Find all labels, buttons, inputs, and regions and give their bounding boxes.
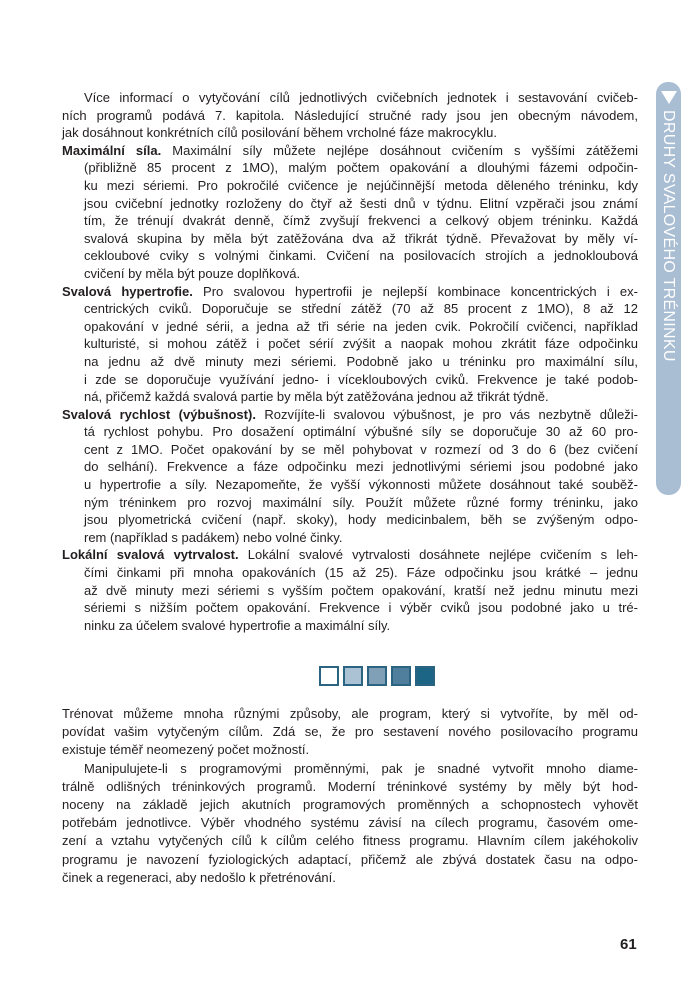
text-line: cvičení by měla být pouze doplňková. xyxy=(84,265,301,281)
term-text: Rozvíjíte-li svalovou výbušnost, je pro vás nezbytně důleži- xyxy=(255,406,638,422)
text-line: svalová skupina by měla být zatěžována dva až třikrát týdně. Převažovat by měly ví- xyxy=(84,230,638,246)
text-line: tá rychlost pohybu. Pro dosažení optimální výbušné síly se doporučuje 30 až 60 pro- xyxy=(84,424,638,440)
paragraph xyxy=(62,760,638,887)
text-line: jak dosáhnout konkrétních cílů posilování během vrcholné fáze makrocyklu. xyxy=(62,125,498,141)
text-line: cekloubové cviky s volnými činkami. Cvičení na posilovacích strojích a jednokloubová xyxy=(84,248,638,264)
text-line: kulturisté, si mohou zátěž i počet sérií zvýšit a naopak mohou zkrátit fáze odpočinku xyxy=(84,336,638,352)
definition-paragraph xyxy=(62,142,638,283)
definition-paragraph xyxy=(62,406,638,547)
paragraph xyxy=(62,705,638,760)
text-line: u hypertrofie a síly. Nezapomeňte, že vyšší výkonnosti můžete dosáhnout také souběž- xyxy=(84,477,638,493)
text-line: cent z 1MO. Počet opakování by se měl pohybovat v rozmezí od 3 do 6 (bez cvičení xyxy=(84,441,638,457)
text-line: potřebám jednotlivce. Výběr vhodného systému závisí na cílech programu, časovém ome- xyxy=(62,815,638,831)
divider-square xyxy=(391,666,411,686)
text-line: centrických cviků. Doporučuje se střední zátěž (70 až 85 procent z 1MO), 8 až 12 xyxy=(84,301,638,317)
term-heading: Maximální síla. xyxy=(62,142,162,158)
text-line: trálně odlišných tréninkových programů. Moderní tréninkové systémy by měly být hod- xyxy=(62,778,638,794)
text-line: až dvě minuty mezi sériemi s vyšším počtem opakování, kratší než jednu minutu mezi xyxy=(84,582,638,598)
term-heading: Svalová rychlost (výbušnost). xyxy=(62,406,256,422)
definition-paragraph xyxy=(62,283,638,406)
text-line: ná, přičemž každá svalová partie by měla být zatěžována jednou až třikrát týdně. xyxy=(84,389,549,405)
text-line: ným tréninkem pro rozvoj maximální síly. Použít můžete různé formy tréninku, jako xyxy=(84,494,638,510)
text-line: povídat vašim vytyčeným cílům. Zdá se, že pro sestavení nového posilovacího programu xyxy=(62,724,638,740)
definition-paragraph xyxy=(62,546,638,634)
text-line: čími činkami při mnoha opakováních (15 až 25). Fáze odpočinku jsou krátké – jednu xyxy=(84,565,638,581)
text-line: tím, že trénují dvakrát denně, čímž zvyšují frekvenci a celkový objem tréninku. Každá xyxy=(84,213,638,229)
text-line xyxy=(62,283,638,301)
text-line: na jednu až dvě minuty mezi sériemi. Podobně jako u tréninku pro maximální sílu, xyxy=(84,353,638,369)
text-line: Manipulujete-li s programovými proměnnými, pak je snadné vytvořit mnoho diame- xyxy=(84,760,638,776)
text-line: noceny na základě jejich akutních programových proměnných a schopnostech vyhovět xyxy=(62,797,638,813)
text-line: ku mezi sériemi. Pro pokročilé cvičence je nejúčinnější metoda děleného tréninku, kdy xyxy=(84,177,638,193)
text-line: (přibližně 85 procent z 1MO), malým počtem opakování a dlouhými fázemi odpočin- xyxy=(84,160,638,176)
text-line xyxy=(62,546,638,564)
text-line: existuje téměř neomezený počet možností. xyxy=(62,742,310,758)
text-line: jsou plyometrická cvičení (např. skoky), hody medicinbalem, běh se zvýšeným odpo- xyxy=(84,512,638,528)
paragraph xyxy=(62,89,638,142)
term-text: Pro svalovou hypertrofii je nejlepší kombinace koncentrických i ex- xyxy=(192,283,638,299)
divider-square xyxy=(415,666,435,686)
text-line: činek a regeneraci, aby nedošlo k přetrénování. xyxy=(62,869,336,885)
text-line: ních programů podává 7. kapitola. Následující stručné rady jsou jen obecným návodem, xyxy=(62,107,638,123)
text-line: programu je navození fyziologických adaptací, přičemž ale zbývá dostatek času na odpo- xyxy=(62,851,638,867)
chapter-tab-label: DRUHY SVALOVÉHO TRÉNINKU xyxy=(660,110,677,362)
text-line: sériemi s nižším počtem opakování. Frekvence i výběr cviků jsou podobné jako u tré- xyxy=(84,600,638,616)
text-line xyxy=(62,406,638,424)
section-divider xyxy=(319,666,435,686)
text-line: zení a vztahu vytyčených cílů k cílům celého fitness programu. Hlavním cílem jakéhokoliv xyxy=(62,833,638,849)
text-line: opakování v jedné sérii, a jedna až tři série na jeden cvik. Pokročilí cvičenci, například xyxy=(84,318,638,334)
term-text: Maximální síly můžete nejlépe dosáhnout cvičením s vyššími zátěžemi xyxy=(161,142,638,158)
text-line: rem (například s padákem) nebo volné činky. xyxy=(84,529,343,545)
divider-square xyxy=(343,666,363,686)
text-line: Trénovat můžeme mnoha různými způsoby, ale program, který si vytvoříte, by měl od- xyxy=(62,706,638,721)
text-line: Více informací o vytyčování cílů jednotlivých cvičebních jednotek i sestavování cvičeb- xyxy=(84,90,638,105)
text-line: jsou cvičební jednotky rozloženy do čtyř až šesti dnů v týdnu. Elitní vzpěrači jsou známí xyxy=(84,195,638,211)
page-number: 61 xyxy=(620,936,637,953)
text-line: ninku za účelem svalové hypertrofie a maximální síly. xyxy=(84,617,391,633)
top-text-block xyxy=(62,89,638,634)
text-line: do selhání). Frekvence a fáze odpočinku mezi jednotlivými sériemi jsou podobné jako xyxy=(84,459,638,475)
term-text: Lokální svalové vytrvalosti dosáhnete nejlépe cvičením s leh- xyxy=(238,547,639,563)
text-line: i zde se doporučuje využívání jedno- i vícekloubových cviků. Frekvence je také podob- xyxy=(84,371,638,387)
term-heading: Lokální svalová vytrvalost. xyxy=(62,547,239,563)
divider-square xyxy=(367,666,387,686)
triangle-down-icon xyxy=(661,91,677,104)
term-heading: Svalová hypertrofie. xyxy=(62,283,193,299)
divider-square xyxy=(319,666,339,686)
text-line xyxy=(62,142,638,160)
bottom-text-block xyxy=(62,705,638,887)
chapter-side-tab xyxy=(656,82,681,495)
